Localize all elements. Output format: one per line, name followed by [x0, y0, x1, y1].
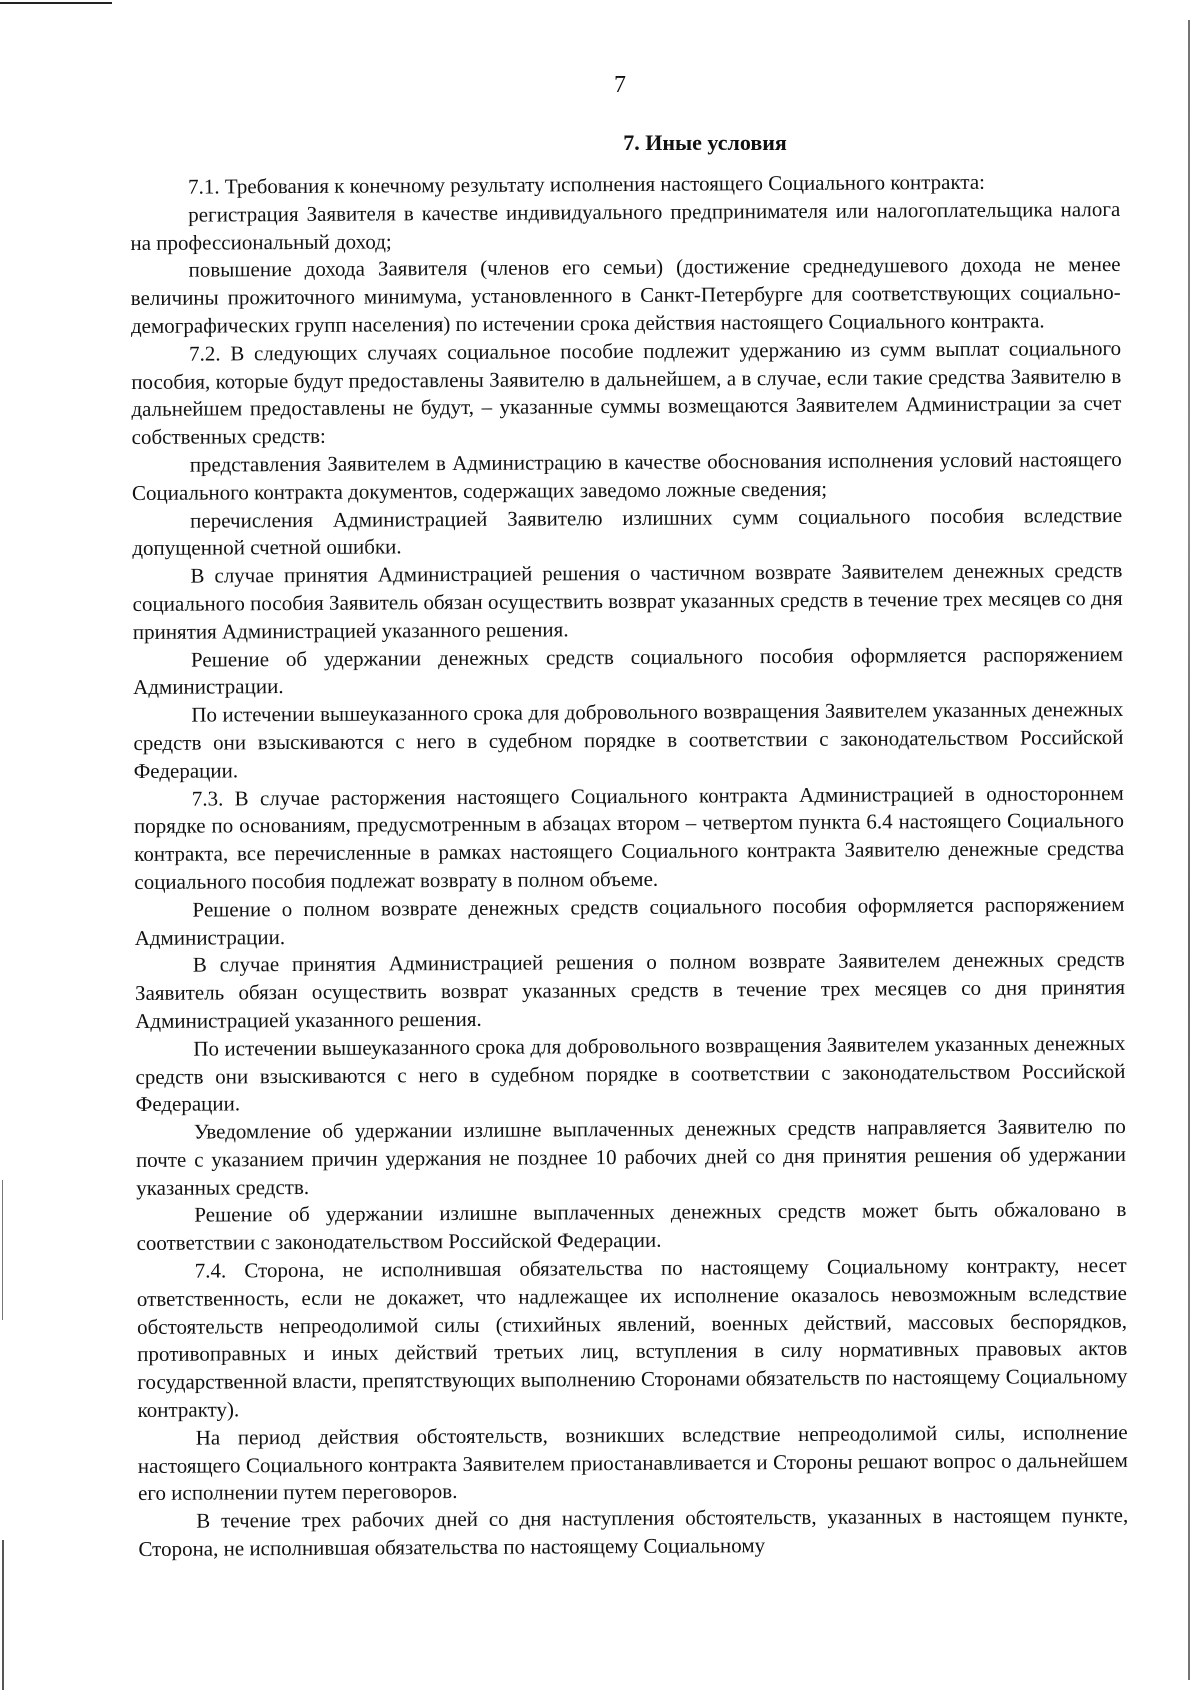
scan-edge-right — [1188, 20, 1190, 1680]
paragraph-full-return-decision: Решение о полном возврате денежных средств социального пособия оформляется распоряжением Администрации. — [134, 891, 1125, 950]
paragraph-three-days: В течение трех рабочих дней со дня наступления обстоятельств, указанных в настоящем пункте, Сторона, не исполнившая обязательства по настоящему Социальному — [138, 1503, 1129, 1562]
paragraph-7-2: 7.2. В следующих случаях социальное пособие подлежит удержанию из сумм выплат социального пособия, которые будут предоставлены Заявителю в дальнейшем, а в случае, если такие средства Заявителю в дальнейшем предоставлены не будут, – указанные суммы возмещаются Заявителем Администрации за счет собственных средств: — [131, 335, 1122, 450]
paragraph-registration: регистрация Заявителя в качестве индивидуального предпринимателя или налогоплательщика налога на профессиональный доход; — [130, 196, 1121, 255]
scan-edge-top — [0, 2, 112, 4]
paragraph-full-return: В случае принятия Администрацией решения о полном возврате Заявителем денежных средств Заявитель обязан осуществить возврат указанных средств в течение трех месяцев со дня принятия Администрацией указанного решения. — [134, 947, 1126, 1033]
paragraph-income-increase: повышение дохода Заявителя (членов его семьи) (достижение среднедушевого дохода не менее величины прожиточного минимума, установленного в Санкт-Петербурге для соответствующих социально-демографических групп населения) по истечении срока действия настоящего Социального контракта. — [130, 252, 1121, 338]
paragraph-appeal: Решение об удержании излишне выплаченных денежных средств может быть обжаловано в соответствии с законодательством Российской Федерации. — [136, 1197, 1127, 1256]
paragraph-court-recovery: По истечении вышеуказанного срока для добровольного возвращения Заявителем указанных денежных средств они взыскиваются с него в судебном порядке в соответствии с законодательством Российской Федерации. — [133, 697, 1124, 783]
section-heading: 7. Иные условия — [623, 130, 787, 155]
scan-edge-left-lower — [2, 1540, 4, 1690]
document-body — [130, 168, 1128, 1564]
paragraph-7-3: 7.3. В случае расторжения настоящего Социального контракта Администрацией в одностороннем порядке по основаниям, предусмотренным в абзацах втором – четвертом пункта 6.4 настоящего Социального контракта, все перечисленные в рамках настоящего Социального контракта Заявителю денежные средства социального пособия подлежат возврату в полном объеме. — [133, 780, 1125, 894]
paragraph-false-documents: представления Заявителем в Администрацию в качестве обоснования исполнения условий настоящего Социального контракта документов, содержащих заведомо ложные сведения; — [131, 446, 1122, 505]
scan-edge-left — [2, 1180, 3, 1320]
paragraph-counting-error: перечисления Администрацией Заявителю излишних сумм социального пособия вследствие допущенной счетной ошибки. — [132, 502, 1123, 561]
paragraph-withholding-decision: Решение об удержании денежных средств социального пособия оформляется распоряжением Администрации. — [133, 641, 1124, 700]
paragraph-court-recovery-2: По истечении вышеуказанного срока для добровольного возвращения Заявителем указанных денежных средств они взыскиваются с него в судебном порядке в соответствии с законодательством Российской Федерации. — [135, 1030, 1126, 1117]
paragraph-notification: Уведомление об удержании излишне выплаченных денежных средств направляется Заявителю по почте с указанием причин удержания не позднее 10 рабочих дней со дня принятия решения об удержании указанных средств. — [135, 1114, 1127, 1200]
paragraph-force-majeure: На период действия обстоятельств, возникших вследствие непреодолимой силы, исполнение настоящего Социального контракта Заявителем приостанавливается и Стороны решают вопрос о дальнейшем его исполнении путем переговоров. — [137, 1419, 1128, 1506]
page-number: 7 — [614, 72, 626, 98]
paragraph-partial-return: В случае принятия Администрацией решения о частичном возврате Заявителем денежных средств социального пособия Заявитель обязан осуществить возврат указанных средств в течение трех месяцев со дня принятия Администрацией указанного решения. — [132, 558, 1123, 644]
paragraph-7-4: 7.4. Сторона, не исполнившая обязательства по настоящему Социальному контракту, несет ответственность, если не докажет, что надлежащее их исполнение оказалось невозможным вследствие обстоятельств непреодолимой силы (стихийных явлений, военных действий, массовых беспорядков, противоправных и иных действий третьих лиц, вступления в силу нормативных правовых актов государственной власти, препятствующих выполнению Сторонами обязательств по настоящему Социальному контракту). — [136, 1253, 1128, 1423]
paragraph-7-1: 7.1. Требования к конечному результату исполнения настоящего Социального контракта: — [188, 169, 986, 199]
